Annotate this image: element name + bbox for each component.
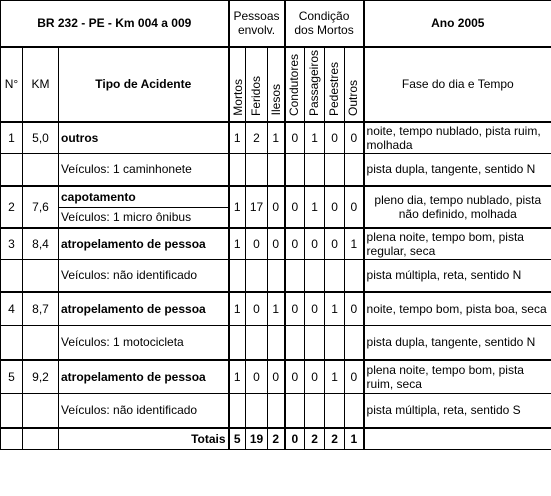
row-condutores: 0 (285, 122, 305, 154)
row-outros: 0 (345, 292, 364, 326)
row-pista: pista dupla, tangente, sentido N (364, 326, 551, 360)
row-mortos: 1 (229, 122, 246, 154)
row-condutores: 0 (285, 228, 305, 260)
total-mortos: 5 (229, 428, 246, 450)
row-num: 1 (1, 122, 23, 154)
row-tipo: capotamento (59, 186, 229, 208)
row-num: 4 (1, 292, 23, 326)
row-fase: noite, tempo nublado, pista ruim, molhada (364, 122, 551, 154)
row-tipo: atropelamento de pessoa (59, 292, 229, 326)
row-ilesos: 0 (268, 228, 285, 260)
row-veiculos: Veículos: não identificado (59, 394, 229, 428)
row-fase: plena noite, tempo bom, pista ruim, seca (364, 360, 551, 394)
col-num-header: N° (1, 47, 23, 122)
row-ilesos: 0 (268, 360, 285, 394)
row-outros: 0 (345, 360, 364, 394)
row-feridos: 0 (246, 360, 268, 394)
row-km: 7,6 (23, 186, 59, 228)
row-ilesos: 1 (268, 122, 285, 154)
col-tipo-header: Tipo de Acidente (59, 47, 229, 122)
row-tipo: atropelamento de pessoa (59, 228, 229, 260)
row-condutores: 0 (285, 292, 305, 326)
row-pedestres: 0 (325, 122, 345, 154)
total-ilesos: 2 (268, 428, 285, 450)
row-outros: 0 (345, 186, 364, 228)
row-km: 8,7 (23, 292, 59, 326)
row-veiculos: Veículos: 1 motocicleta (59, 326, 229, 360)
row-num: 5 (1, 360, 23, 394)
col-ilesos-header: Ilesos (268, 47, 285, 122)
row-mortos: 1 (229, 228, 246, 260)
row-pista: pista dupla, tangente, sentido N (364, 154, 551, 186)
row-condutores: 0 (285, 186, 305, 228)
col-fase-header: Fase do dia e Tempo (364, 47, 551, 122)
row-passageiros: 1 (305, 186, 325, 228)
total-passageiros: 2 (305, 428, 325, 450)
row-feridos: 2 (246, 122, 268, 154)
row-feridos: 0 (246, 228, 268, 260)
row-veiculos: Veículos: 1 micro ônibus (59, 208, 229, 228)
row-mortos: 1 (229, 186, 246, 228)
col-mortos-header: Mortos (229, 47, 246, 122)
row-tipo: outros (59, 122, 229, 154)
road-title: BR 232 - PE - Km 004 a 009 (1, 1, 229, 47)
row-condutores: 0 (285, 360, 305, 394)
row-tipo: atropelamento de pessoa (59, 360, 229, 394)
condicao-group-header: Condição dos Mortos (285, 1, 364, 47)
row-ilesos: 1 (268, 292, 285, 326)
total-feridos: 19 (246, 428, 268, 450)
year-header: Ano 2005 (364, 1, 551, 47)
col-condutores-header: Condutores (285, 47, 305, 122)
row-km: 9,2 (23, 360, 59, 394)
row-mortos: 1 (229, 292, 246, 326)
row-passageiros: 1 (305, 122, 325, 154)
row-pedestres: 0 (325, 186, 345, 228)
row-outros: 1 (345, 228, 364, 260)
row-mortos: 1 (229, 360, 246, 394)
row-fase: pleno dia, tempo nublado, pista não definido, molhada (364, 186, 551, 228)
row-passageiros: 0 (305, 292, 325, 326)
row-fase: noite, tempo bom, pista boa, seca (364, 292, 551, 326)
row-veiculos: Veículos: 1 caminhonete (59, 154, 229, 186)
total-pedestres: 2 (325, 428, 345, 450)
row-pedestres: 1 (325, 292, 345, 326)
row-pedestres: 0 (325, 228, 345, 260)
col-feridos-header: Feridos (246, 47, 268, 122)
row-ilesos: 0 (268, 186, 285, 228)
row-passageiros: 0 (305, 360, 325, 394)
col-outros-header: Outros (345, 47, 364, 122)
row-num: 2 (1, 186, 23, 228)
col-pedestres-header: Pedestres (325, 47, 345, 122)
row-feridos: 17 (246, 186, 268, 228)
row-num: 3 (1, 228, 23, 260)
row-km: 5,0 (23, 122, 59, 154)
totals-label: Totais (59, 428, 229, 450)
row-feridos: 0 (246, 292, 268, 326)
row-pedestres: 1 (325, 360, 345, 394)
row-pista: pista múltipla, reta, sentido N (364, 260, 551, 292)
row-fase: plena noite, tempo bom, pista regular, seca (364, 228, 551, 260)
col-km-header: KM (23, 47, 59, 122)
row-passageiros: 0 (305, 228, 325, 260)
col-passageiros-header: Passageiros (305, 47, 325, 122)
total-condutores: 0 (285, 428, 305, 450)
total-outros: 1 (345, 428, 364, 450)
row-km: 8,4 (23, 228, 59, 260)
row-veiculos: Veículos: não identificado (59, 260, 229, 292)
pessoas-group-header: Pessoas envolv. (229, 1, 285, 47)
row-outros: 0 (345, 122, 364, 154)
row-pista: pista múltipla, reta, sentido S (364, 394, 551, 428)
